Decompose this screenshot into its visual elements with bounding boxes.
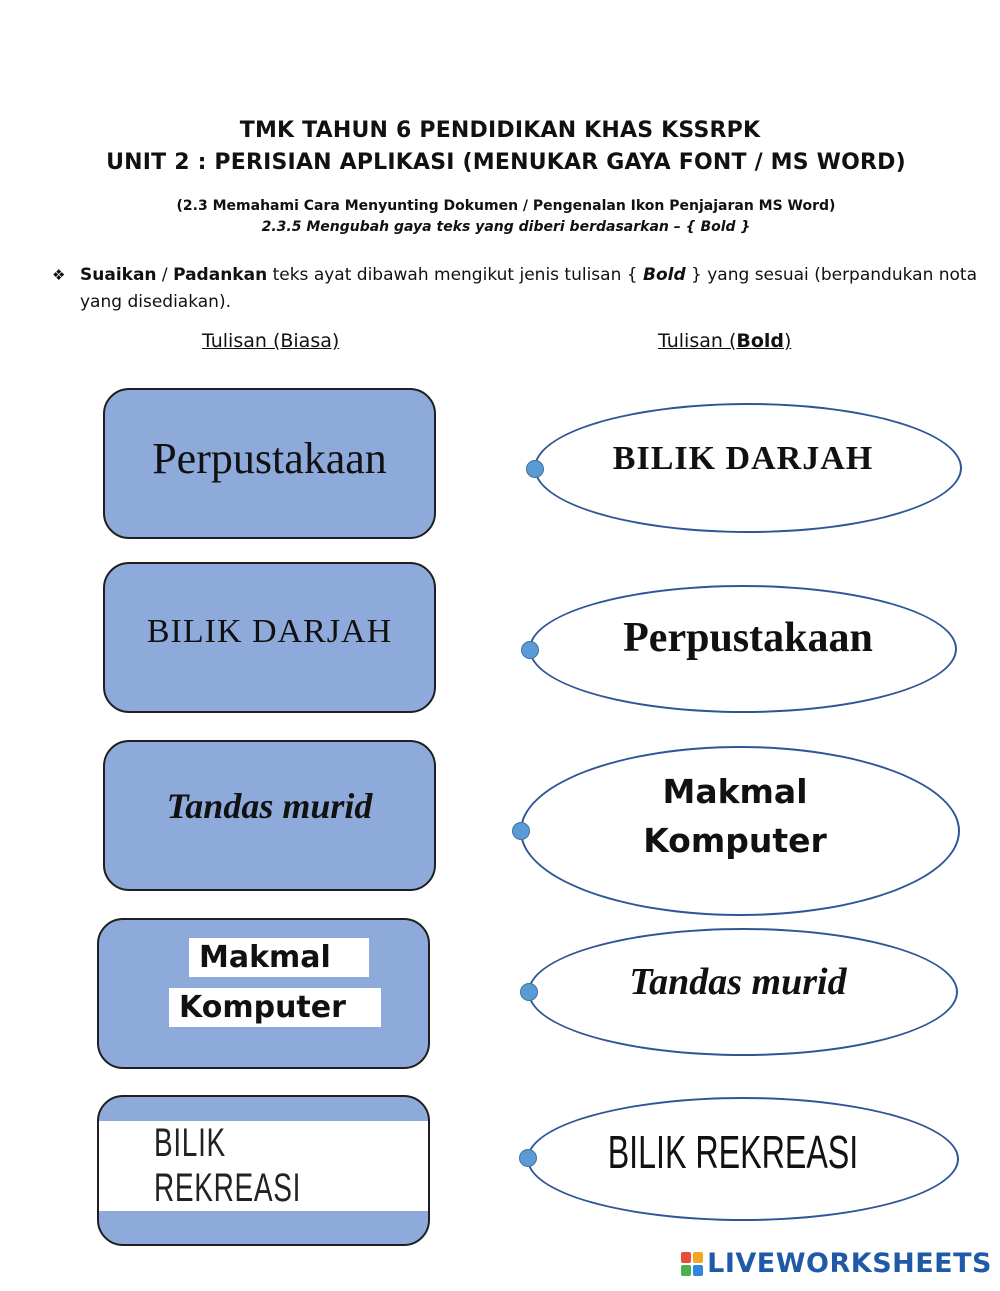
left-item-text: Makmal (189, 938, 369, 977)
worksheet-unit-title: UNIT 2 : PERISIAN APLIKASI (MENUKAR GAYA FONT / MS WORD) (106, 150, 906, 175)
right-item-text: Makmal (662, 772, 808, 811)
right-ellipse-4[interactable] (528, 928, 958, 1056)
left-box-5[interactable] (97, 1095, 430, 1246)
right-ellipse-1[interactable] (534, 403, 962, 533)
instruction-text: teks ayat dibawah mengikut jenis tulisan { (267, 265, 643, 285)
left-item-text: BILIK DARJAH (146, 612, 393, 650)
left-item-text: Tandas murid (166, 785, 373, 826)
liveworksheets-logo-icon (681, 1252, 703, 1276)
instruction-bold-word: Bold (642, 265, 686, 285)
left-item-text: Perpustakaan (152, 434, 387, 483)
right-column-heading: Tulisan (Bold) (658, 330, 792, 352)
right-ellipse-2[interactable] (529, 585, 957, 713)
right-dot-5[interactable] (519, 1149, 537, 1167)
instruction-text-end: } yang sesuai (berpandukan nota yang disediakan). (80, 265, 978, 312)
worksheet-learning-standard: 2.3.5 Mengubah gaya teks yang diberi berdasarkan – { Bold } (261, 219, 751, 235)
left-box-2[interactable] (103, 562, 436, 713)
right-item-text: Perpustakaan (623, 615, 873, 661)
bullet-icon: ❖ (52, 266, 66, 284)
instruction-bold-padankan: Padankan (173, 265, 268, 285)
right-dot-2[interactable] (521, 641, 539, 659)
left-box-1[interactable] (103, 388, 436, 539)
worksheet-subtitle: (2.3 Memahami Cara Menyunting Dokumen / Pengenalan Ikon Penjajaran MS Word) (176, 198, 836, 214)
left-column-heading: Tulisan (Biasa) (202, 330, 340, 352)
right-item-text: BILIK REKREASI (607, 1126, 859, 1178)
right-dot-4[interactable] (520, 983, 538, 1001)
liveworksheets-logo[interactable] (681, 1248, 992, 1279)
right-item-text: Tandas murid (629, 961, 847, 1003)
worksheet-title: TMK TAHUN 6 PENDIDIKAN KHAS KSSRPK (239, 118, 761, 143)
right-ellipse-3[interactable] (520, 746, 960, 916)
right-dot-1[interactable] (526, 460, 544, 478)
instruction-bold-suaikan: Suaikan (80, 265, 157, 285)
left-box-4[interactable] (97, 918, 430, 1069)
left-item-text: Komputer (169, 988, 381, 1027)
left-item-wrap (99, 1121, 428, 1211)
right-dot-3[interactable] (512, 822, 530, 840)
left-box-3[interactable] (103, 740, 436, 891)
left-item-text: BILIK REKREASI (153, 1120, 302, 1210)
right-item-text: Komputer (643, 821, 827, 860)
instruction: ❖ Suaikan / Padankan teks ayat dibawah mengikut jenis tulisan { Bold } yang sesuai (berpandukan nota yang disediakan). (52, 262, 982, 316)
right-item-text: BILIK DARJAH (612, 440, 874, 477)
liveworksheets-logo-text: LIVEWORKSHEETS (707, 1248, 992, 1279)
right-ellipse-5[interactable] (527, 1097, 959, 1221)
